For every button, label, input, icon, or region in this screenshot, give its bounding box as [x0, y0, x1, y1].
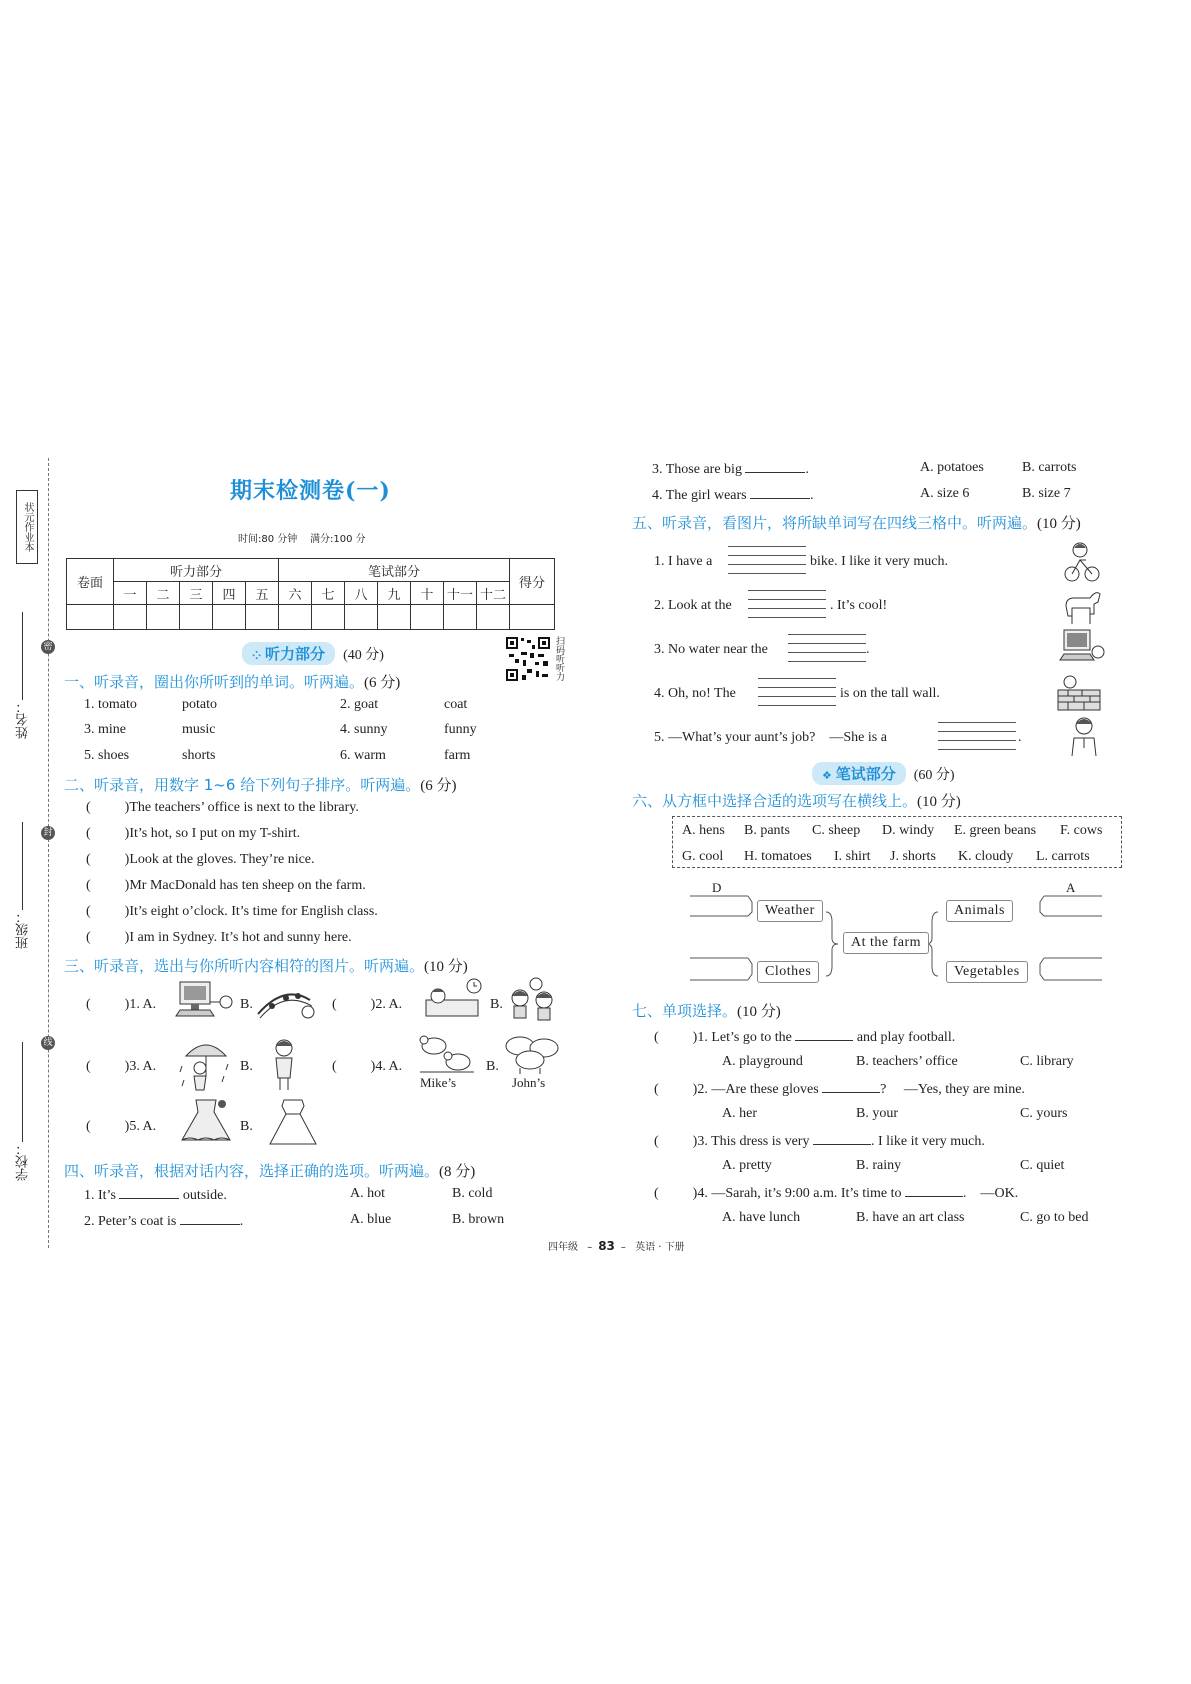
paren-close: ) — [124, 826, 130, 841]
section-5-title — [632, 512, 1081, 533]
item-number: )1. — [692, 1030, 708, 1045]
answer-blank[interactable] — [119, 1186, 179, 1199]
listening-part-label: 听力部分 — [114, 559, 279, 582]
question-text: 5. —What’s your aunt’s job? —She is a — [654, 730, 887, 745]
question-text: This dress is very — [711, 1134, 810, 1149]
answer-paren[interactable]: ( — [86, 1059, 91, 1074]
four-line-grid[interactable] — [728, 546, 806, 576]
example-answer-right: A — [1066, 880, 1076, 895]
section-4-title-text: 四、听录音，根据对话内容，选择正确的选项。听两遍。 — [64, 1162, 440, 1180]
computer-picture-icon[interactable] — [174, 980, 234, 1024]
writing-points: (60 分) — [913, 768, 955, 783]
sheep-picture-icon[interactable] — [500, 1030, 566, 1076]
section-7-title — [632, 1000, 781, 1021]
section-6-points: (10 分) — [917, 794, 961, 810]
item-number: )4. A. — [370, 1059, 403, 1074]
s2-item-4 — [86, 878, 366, 894]
word-option[interactable]: 1. tomato — [84, 697, 137, 712]
col-12: 十二 — [477, 582, 510, 605]
s3-item-3 — [86, 1059, 156, 1075]
answer-paren[interactable]: ( — [654, 1134, 659, 1149]
question-text: 3. Those are big — [652, 462, 742, 477]
option-c[interactable]: C. go to bed — [1020, 1210, 1089, 1225]
girl-umbrella-rain-icon[interactable] — [178, 1036, 234, 1092]
example-answer-left: D — [712, 880, 722, 895]
kids-clock-icon[interactable] — [504, 976, 566, 1022]
option-b-label: B. — [490, 997, 503, 1012]
score-table — [66, 558, 555, 630]
computer-icon[interactable] — [1058, 628, 1106, 668]
question-text: 3. No water near the — [654, 642, 768, 657]
answer-blank[interactable] — [905, 1184, 963, 1197]
sentence: It’s hot, so I put on my T-shirt. — [129, 826, 301, 841]
four-line-grid[interactable] — [788, 634, 866, 664]
s2-item-2 — [86, 826, 300, 842]
col-6: 六 — [279, 582, 312, 605]
section-2-title — [64, 774, 456, 795]
score-cell[interactable] — [147, 605, 180, 630]
score-cell[interactable] — [477, 605, 510, 630]
s4-item-3 — [652, 460, 809, 478]
s2-item-6 — [86, 930, 352, 946]
answer-blank[interactable] — [750, 486, 810, 499]
answer-paren[interactable]: ( — [654, 1082, 659, 1097]
word-option[interactable]: coat — [444, 697, 468, 712]
option-b[interactable]: B. size 7 — [1022, 486, 1071, 501]
answer-blank[interactable] — [795, 1028, 853, 1041]
listening-pill — [242, 642, 335, 665]
footer-subject: 英语 · 下册 — [635, 1242, 685, 1253]
question-text: . — [805, 462, 809, 477]
score-cell[interactable] — [312, 605, 345, 630]
answer-paren[interactable]: ( — [86, 1119, 91, 1134]
section-7-title-text: 七、单项选择。 — [632, 1002, 738, 1020]
section-1-title-text: 一、听录音，圈出你所听到的单词。听两遍。 — [64, 673, 365, 691]
s3-item-1 — [86, 997, 156, 1013]
col-9: 九 — [378, 582, 411, 605]
option-b[interactable]: B. rainy — [856, 1158, 902, 1173]
option-c[interactable]: C. quiet — [1020, 1158, 1065, 1173]
vegetables-blanks[interactable] — [1044, 942, 1102, 986]
s2-item-3 — [86, 852, 315, 868]
question-text: 1. I have a — [654, 554, 713, 569]
option-item: G. cool — [682, 849, 724, 864]
s7-item-2 — [654, 1080, 1025, 1098]
seal-mark-3: 线 — [41, 1036, 55, 1050]
score-cell[interactable] — [180, 605, 213, 630]
option-a[interactable]: A. have lunch — [722, 1210, 801, 1225]
center-node: At the farm — [843, 932, 929, 954]
option-b[interactable]: B. carrots — [1022, 460, 1077, 475]
seal-line — [48, 458, 49, 1248]
seal-mark-1: 密 — [41, 640, 55, 654]
option-c[interactable]: C. yours — [1020, 1106, 1068, 1121]
listening-header — [242, 642, 384, 665]
dress-b-icon[interactable] — [264, 1096, 322, 1148]
question-text: 2. Look at the — [654, 598, 732, 613]
score-cell[interactable] — [345, 605, 378, 630]
answer-paren[interactable]: ( — [86, 904, 91, 919]
answer-paren[interactable]: ( — [86, 826, 91, 841]
word-option[interactable]: music — [182, 722, 216, 737]
ball-on-wall-icon[interactable] — [1056, 674, 1102, 712]
s3-item-2 — [332, 997, 402, 1013]
dress-a-icon[interactable] — [174, 1096, 238, 1146]
word-option[interactable]: funny — [444, 722, 477, 737]
option-a[interactable]: A. size 6 — [920, 486, 970, 501]
clothes-node: Clothes — [757, 961, 819, 983]
option-item: H. tomatoes — [744, 849, 812, 864]
school-label: 学校： — [16, 1142, 31, 1181]
doctor-woman-icon[interactable] — [1064, 714, 1104, 758]
item-number: )3. A. — [124, 1059, 157, 1074]
option-item: J. shorts — [890, 849, 936, 864]
item-number: )5. A. — [124, 1119, 157, 1134]
section-2-points: (6 分) — [420, 778, 457, 794]
clothes-blanks[interactable] — [690, 942, 748, 986]
option-item: L. carrots — [1036, 849, 1090, 864]
score-cell[interactable] — [378, 605, 411, 630]
section-3-title-text: 三、听录音，选出与你所听内容相符的图片。听两遍。 — [64, 957, 425, 975]
col-3: 三 — [180, 582, 213, 605]
option-item: E. green beans — [954, 823, 1037, 838]
question-text: —Sarah, it’s 9:00 a.m. It’s time to — [711, 1186, 902, 1201]
s7-item-4 — [654, 1184, 1018, 1202]
score-cell[interactable] — [279, 605, 312, 630]
question-text: and play football. — [856, 1030, 956, 1045]
score-cell[interactable] — [411, 605, 444, 630]
answer-blank[interactable] — [822, 1080, 880, 1093]
paper-label: 卷面 — [67, 559, 114, 605]
sentence: The teachers’ office is next to the library. — [129, 800, 359, 815]
sentence: I am in Sydney. It’s hot and sunny here. — [129, 930, 352, 945]
option-item: D. windy — [882, 823, 935, 838]
word-option[interactable]: 5. shoes — [84, 748, 130, 763]
answer-blank[interactable] — [745, 460, 805, 473]
word-option[interactable]: shorts — [182, 748, 216, 763]
option-b-label: B. — [486, 1059, 499, 1074]
s5-item-4 — [654, 686, 736, 702]
listening-points: (40 分) — [343, 648, 384, 663]
s2-item-5 — [86, 904, 378, 920]
option-b[interactable]: B. cold — [452, 1186, 493, 1201]
col-1: 一 — [114, 582, 147, 605]
paren-close: ) — [124, 930, 130, 945]
s5-item-4-post: is on the tall wall. — [840, 686, 940, 701]
question-text: 2. Peter’s coat is — [84, 1214, 177, 1229]
answer-paren[interactable]: ( — [654, 1030, 659, 1045]
section-2-title-text: 二、听录音，用数字 1~6 给下列句子排序。听两遍。 — [64, 776, 421, 794]
bike-boy-icon[interactable] — [1062, 540, 1102, 584]
option-item: C. sheep — [812, 823, 861, 838]
writing-header — [812, 762, 955, 785]
s5-item-2-post: . It’s cool! — [830, 598, 888, 613]
item-number: )4. — [692, 1186, 708, 1201]
option-a[interactable]: A. her — [722, 1106, 757, 1121]
question-text: . —OK. — [963, 1186, 1019, 1201]
section-1-title — [64, 671, 400, 692]
word-option[interactable]: 4. sunny — [340, 722, 388, 737]
s5-item-1 — [654, 554, 712, 570]
col-2: 二 — [147, 582, 180, 605]
answer-paren[interactable]: ( — [86, 878, 91, 893]
option-a[interactable]: A. pretty — [722, 1158, 772, 1173]
option-b-label: B. — [240, 997, 253, 1012]
option-c[interactable]: C. library — [1020, 1054, 1074, 1069]
class-label: 班级： — [16, 910, 31, 949]
score-cell[interactable] — [246, 605, 279, 630]
seal-mark-2: 封 — [41, 826, 55, 840]
page-footer: 四年级 – 83 – 英语 · 下册 — [548, 1239, 685, 1253]
s5-item-3-post: . — [866, 642, 870, 657]
col-7: 七 — [312, 582, 345, 605]
word-option[interactable]: farm — [444, 748, 471, 763]
option-b-label: B. — [240, 1059, 253, 1074]
answer-paren[interactable]: ( — [86, 852, 91, 867]
score-cell[interactable] — [213, 605, 246, 630]
hens-picture-icon[interactable] — [416, 1030, 478, 1076]
section-5-points: (10 分) — [1037, 516, 1081, 532]
score-cell[interactable] — [510, 605, 555, 630]
question-text: . — [810, 488, 814, 503]
col-8: 八 — [345, 582, 378, 605]
option-b[interactable]: B. your — [856, 1106, 898, 1121]
section-4-points: (8 分) — [439, 1164, 476, 1180]
question-text: —Are these gloves — [711, 1082, 819, 1097]
s5-item-2 — [654, 598, 732, 614]
book-icon: ❖ — [822, 769, 836, 782]
option-b[interactable]: B. brown — [452, 1212, 505, 1227]
footer-grade: 四年级 — [548, 1242, 578, 1253]
animals-node: Animals — [946, 900, 1013, 922]
section-6-title — [632, 790, 961, 811]
question-text: . — [239, 1214, 244, 1229]
option-b-label: B. — [240, 1119, 253, 1134]
four-line-grid[interactable] — [758, 678, 836, 708]
four-line-grid[interactable] — [748, 590, 826, 620]
paren-close: ) — [124, 852, 130, 867]
sentence: It’s eight o’clock. It’s time for English class. — [129, 904, 378, 919]
s5-item-3 — [654, 642, 768, 658]
music-notes-icon[interactable] — [254, 980, 316, 1024]
page-title: 期末检测卷(一) — [230, 478, 391, 504]
option-item: K. cloudy — [958, 849, 1014, 864]
option-item: B. pants — [744, 823, 790, 838]
section-7-points: (10 分) — [737, 1004, 781, 1020]
question-text: Let’s go to the — [711, 1030, 792, 1045]
score-cell[interactable] — [444, 605, 477, 630]
col-11: 十一 — [444, 582, 477, 605]
answer-paren[interactable]: ( — [86, 800, 91, 815]
class-line — [22, 822, 23, 910]
answer-blank[interactable] — [180, 1212, 240, 1225]
section-5-title-text: 五、听录音，看图片，将所缺单词写在四线三格中。听两遍。 — [632, 514, 1038, 532]
s5-item-1-post: bike. I like it very much. — [810, 554, 949, 569]
word-option[interactable]: 3. mine — [84, 722, 126, 737]
sentence: Look at the gloves. They’re nice. — [129, 852, 315, 867]
col-10: 十 — [411, 582, 444, 605]
option-item: F. cows — [1060, 823, 1103, 838]
s5-item-5 — [654, 730, 887, 746]
s7-item-3 — [654, 1132, 985, 1150]
paren-close: ) — [124, 878, 130, 893]
option-a[interactable]: A. potatoes — [920, 460, 984, 475]
qr-caption: 扫码听听力 — [554, 636, 564, 681]
col-4: 四 — [213, 582, 246, 605]
vegetables-node: Vegetables — [946, 961, 1028, 983]
option-b[interactable]: B. teachers’ office — [856, 1054, 958, 1069]
name-line — [22, 612, 23, 700]
school-line — [22, 1042, 23, 1142]
section-6-title-text: 六、从方框中选择合适的选项写在横线上。 — [632, 792, 918, 810]
four-line-grid[interactable] — [938, 722, 1016, 752]
answer-paren[interactable]: ( — [332, 997, 337, 1012]
option-a[interactable]: A. blue — [350, 1212, 392, 1227]
answer-blank[interactable] — [813, 1132, 871, 1145]
score-cell[interactable] — [114, 605, 147, 630]
item-number: )1. A. — [124, 997, 157, 1012]
word-option[interactable]: potato — [182, 697, 217, 712]
col-5: 五 — [246, 582, 279, 605]
s3-item-5 — [86, 1119, 156, 1135]
writing-part-label: 笔试部分 — [279, 559, 510, 582]
name-label: 姓名： — [16, 700, 31, 739]
answer-paren[interactable]: ( — [654, 1186, 659, 1201]
qr-code-icon[interactable] — [505, 636, 551, 682]
s4-item-4 — [652, 486, 814, 504]
word-option[interactable]: 2. goat — [340, 697, 379, 712]
question-text: ? —Yes, they are mine. — [880, 1082, 1025, 1097]
option-item: A. hens — [682, 823, 725, 838]
option-b[interactable]: B. have an art class — [856, 1210, 965, 1225]
animals-blanks[interactable] — [1044, 880, 1102, 924]
question-text: 1. It’s — [84, 1188, 116, 1203]
question-text: 4. The girl wears — [652, 488, 747, 503]
answer-paren[interactable]: ( — [86, 997, 91, 1012]
item-number: )2. — [692, 1082, 708, 1097]
weather-node: Weather — [757, 900, 823, 922]
s2-item-1 — [86, 800, 359, 816]
question-text: 4. Oh, no! The — [654, 686, 736, 701]
s7-item-1 — [654, 1028, 955, 1046]
horse-icon[interactable] — [1060, 584, 1104, 628]
writing-pill — [812, 762, 906, 785]
option-a[interactable]: A. playground — [722, 1054, 803, 1069]
sentence: Mr MacDonald has ten sheep on the farm. — [129, 878, 366, 893]
book-label: 状元作业本 — [16, 490, 38, 564]
word-option[interactable]: 6. warm — [340, 748, 386, 763]
option-a[interactable]: A. hot — [350, 1186, 385, 1201]
section-4-title — [64, 1160, 475, 1181]
answer-paren[interactable]: ( — [332, 1059, 337, 1074]
score-label: 得分 — [510, 559, 555, 605]
s5-item-5-post: . — [1018, 730, 1022, 745]
listening-label: 听力部分 — [265, 645, 326, 663]
paren-close: ) — [124, 800, 130, 815]
girl-standing-icon[interactable] — [266, 1036, 302, 1092]
page-number: 83 — [598, 1239, 615, 1253]
s3-item-4 — [332, 1059, 402, 1075]
weather-blanks[interactable] — [690, 880, 748, 924]
answer-paren[interactable]: ( — [86, 930, 91, 945]
caption-johns: John’s — [512, 1075, 546, 1090]
writing-label: 笔试部分 — [835, 765, 896, 783]
question-text: . I like it very much. — [870, 1134, 985, 1149]
paren-close: ) — [124, 904, 130, 919]
dots-icon: ⁘ — [252, 649, 266, 662]
item-number: )3. — [692, 1134, 708, 1149]
sleeping-boy-icon[interactable] — [422, 978, 484, 1022]
section-3-title — [64, 955, 468, 976]
section-3-points: (10 分) — [424, 959, 468, 975]
question-text: outside. — [182, 1188, 227, 1203]
item-number: )2. A. — [370, 997, 403, 1012]
s4-item-2 — [84, 1212, 243, 1230]
exam-meta: 时间:80 分钟 满分:100 分 — [238, 534, 366, 545]
score-cell[interactable] — [67, 605, 114, 630]
option-item: I. shirt — [834, 849, 871, 864]
caption-mikes: Mike’s — [420, 1075, 457, 1090]
s4-item-1 — [84, 1186, 227, 1204]
section-1-points: (6 分) — [364, 675, 401, 691]
